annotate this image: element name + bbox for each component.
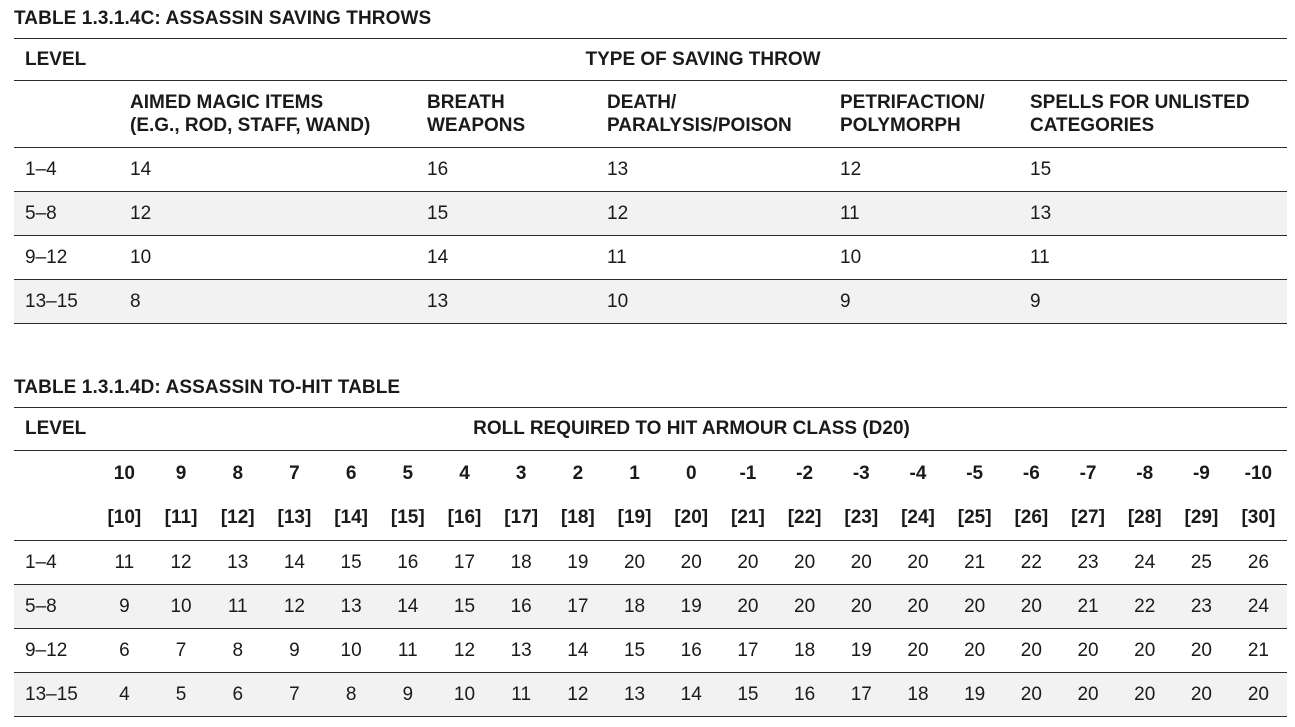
saving-throws-table <box>14 38 1287 324</box>
roll-required-value: 20 <box>776 585 833 629</box>
saving-throw-value: 15 <box>1019 148 1287 192</box>
level-cell: 1–4 <box>14 541 96 585</box>
saving-throw-value: 14 <box>119 148 416 192</box>
saving-throw-value: 11 <box>596 236 829 280</box>
roll-required-value: 13 <box>606 673 663 717</box>
saving-throw-row <box>14 236 1287 280</box>
to-hit-row <box>14 585 1287 629</box>
saving-throws-caption: TABLE 1.3.1.4C: ASSASSIN SAVING THROWS <box>14 8 432 29</box>
roll-required-value: 20 <box>720 541 777 585</box>
roll-required-value: 20 <box>890 585 947 629</box>
roll-required-value: 20 <box>1003 629 1060 673</box>
armour-class-header: -4 <box>909 462 927 484</box>
roll-required-value: 20 <box>946 585 1003 629</box>
armour-class-header: -5 <box>966 462 984 484</box>
armour-class-header: -1 <box>739 462 757 484</box>
roll-required-value: 15 <box>436 585 493 629</box>
roll-required-value: 20 <box>606 541 663 585</box>
armour-class-header: 1 <box>629 462 640 484</box>
level-cell: 13–15 <box>14 280 119 324</box>
roll-required-value: 19 <box>946 673 1003 717</box>
roll-required-value: 26 <box>1230 541 1287 585</box>
roll-required-value: 11 <box>96 541 153 585</box>
ascending-armour-class-header: [21] <box>720 497 777 541</box>
saving-throw-value: 13 <box>416 280 596 324</box>
ascending-armour-class-header: [19] <box>606 497 663 541</box>
roll-required-value: 8 <box>209 629 266 673</box>
ascending-armour-class-header: [10] <box>96 497 153 541</box>
armour-class-header: 3 <box>515 462 527 484</box>
saving-throw-value: 12 <box>829 148 1019 192</box>
roll-required-value: 9 <box>266 629 323 673</box>
roll-required-value: 20 <box>1003 585 1060 629</box>
saving-throw-value: 10 <box>829 236 1019 280</box>
armour-class-header: 8 <box>232 462 244 484</box>
column-header-aimed-magic-items: AIMED MAGIC ITEMS (E.G., ROD, STAFF, WAND) <box>119 81 416 148</box>
roll-required-value: 6 <box>96 629 153 673</box>
roll-required-value: 25 <box>1173 541 1230 585</box>
roll-required-value: 22 <box>1003 541 1060 585</box>
armour-class-header: 4 <box>459 462 470 484</box>
roll-required-value: 11 <box>493 673 550 717</box>
roll-required-value: 12 <box>153 541 210 585</box>
level-cell: 9–12 <box>14 629 96 673</box>
roll-required-value: 12 <box>266 585 323 629</box>
saving-throw-row <box>14 148 1287 192</box>
level-subheader-empty <box>14 81 119 148</box>
saving-throw-value: 9 <box>1019 280 1287 324</box>
roll-required-value: 12 <box>436 629 493 673</box>
roll-required-value: 15 <box>720 673 777 717</box>
roll-required-value: 10 <box>436 673 493 717</box>
ascending-armour-class-header: [26] <box>1003 497 1060 541</box>
roll-required-value: 13 <box>493 629 550 673</box>
ascending-armour-class-header: [20] <box>663 497 720 541</box>
roll-required-value: 19 <box>833 629 890 673</box>
armour-class-header: -6 <box>1022 462 1040 484</box>
roll-required-value: 20 <box>1230 673 1287 717</box>
ascending-armour-class-header: [22] <box>776 497 833 541</box>
roll-required-value: 11 <box>209 585 266 629</box>
roll-required-value: 13 <box>209 541 266 585</box>
roll-required-value: 24 <box>1230 585 1287 629</box>
ascending-armour-class-header: [25] <box>946 497 1003 541</box>
ascending-armour-class-header: [15] <box>379 497 436 541</box>
roll-required-value: 20 <box>833 541 890 585</box>
roll-required-value: 17 <box>436 541 493 585</box>
roll-required-value: 19 <box>550 541 607 585</box>
roll-required-value: 9 <box>96 585 153 629</box>
column-header-death-paralysis-poison: DEATH/ PARALYSIS/POISON <box>596 81 829 148</box>
roll-required-value: 16 <box>776 673 833 717</box>
armour-class-header: -2 <box>796 462 814 484</box>
ascending-armour-class-header: [24] <box>890 497 947 541</box>
roll-required-value: 21 <box>1060 585 1117 629</box>
ascending-armour-class-header: [11] <box>153 497 210 541</box>
armour-class-header: 5 <box>402 462 414 484</box>
roll-required-value: 20 <box>833 585 890 629</box>
ascending-armour-class-header: [30] <box>1230 497 1287 541</box>
roll-required-value: 11 <box>379 629 436 673</box>
roll-required-value: 8 <box>323 673 380 717</box>
roll-required-value: 21 <box>1230 629 1287 673</box>
roll-required-value: 4 <box>96 673 153 717</box>
saving-throw-value: 10 <box>119 236 416 280</box>
armour-class-header: -8 <box>1136 462 1154 484</box>
saving-throw-value: 15 <box>416 192 596 236</box>
roll-required-value: 20 <box>1003 673 1060 717</box>
roll-required-value: 14 <box>266 541 323 585</box>
armour-class-header: 9 <box>175 462 187 484</box>
roll-required-value: 18 <box>606 585 663 629</box>
to-hit-row <box>14 673 1287 717</box>
to-hit-row <box>14 629 1287 673</box>
saving-throw-value: 11 <box>829 192 1019 236</box>
armour-class-header: -7 <box>1079 462 1097 484</box>
armour-class-header: 6 <box>345 462 357 484</box>
roll-required-value: 14 <box>550 629 607 673</box>
roll-required-value: 12 <box>550 673 607 717</box>
roll-required-value: 20 <box>1116 673 1173 717</box>
armour-class-header: 0 <box>685 462 697 484</box>
armour-class-header: -9 <box>1192 462 1210 484</box>
armour-class-header: -10 <box>1244 462 1273 484</box>
ascending-armour-class-header: [12] <box>209 497 266 541</box>
roll-required-value: 15 <box>606 629 663 673</box>
saving-throw-value: 13 <box>596 148 829 192</box>
column-header-spells: SPELLS FOR UNLISTED CATEGORIES <box>1019 81 1287 148</box>
roll-required-value: 15 <box>323 541 380 585</box>
roll-required-value: 19 <box>663 585 720 629</box>
to-hit-table <box>14 407 1287 717</box>
saving-throw-value: 12 <box>596 192 829 236</box>
roll-required-value: 20 <box>663 541 720 585</box>
saving-throw-value: 11 <box>1019 236 1287 280</box>
roll-required-value: 22 <box>1116 585 1173 629</box>
roll-required-value: 20 <box>1173 629 1230 673</box>
saving-throw-value: 9 <box>829 280 1019 324</box>
roll-required-value: 17 <box>833 673 890 717</box>
roll-required-value: 20 <box>1060 673 1117 717</box>
to-hit-row <box>14 541 1287 585</box>
roll-required-value: 6 <box>209 673 266 717</box>
saving-throw-value: 13 <box>1019 192 1287 236</box>
roll-required-value: 16 <box>663 629 720 673</box>
roll-required-value: 7 <box>266 673 323 717</box>
armour-class-header: 10 <box>113 462 135 484</box>
level-cell: 9–12 <box>14 236 119 280</box>
roll-required-value: 10 <box>153 585 210 629</box>
level-cell: 5–8 <box>14 585 96 629</box>
ascending-armour-class-header: [28] <box>1116 497 1173 541</box>
armour-class-header: -3 <box>852 462 870 484</box>
saving-throw-value: 14 <box>416 236 596 280</box>
roll-required-value: 20 <box>946 629 1003 673</box>
roll-required-value: 17 <box>720 629 777 673</box>
armour-class-header: 7 <box>289 462 300 484</box>
ascending-armour-class-header: [14] <box>323 497 380 541</box>
column-header-breath-weapons: BREATH WEAPONS <box>416 81 596 148</box>
column-header-petrifaction-polymorph: PETRIFACTION/ POLYMORPH <box>829 81 1019 148</box>
saving-throw-value: 12 <box>119 192 416 236</box>
level-cell: 13–15 <box>14 673 96 717</box>
roll-required-value: 18 <box>890 673 947 717</box>
ascending-armour-class-header: [13] <box>266 497 323 541</box>
saving-throw-value: 8 <box>119 280 416 324</box>
roll-required-value: 10 <box>323 629 380 673</box>
saving-throw-value: 16 <box>416 148 596 192</box>
roll-required-value: 20 <box>1116 629 1173 673</box>
roll-required-value: 20 <box>776 541 833 585</box>
ascending-armour-class-header: [27] <box>1060 497 1117 541</box>
level-header: LEVEL <box>14 39 119 81</box>
ascending-armour-class-header: [18] <box>550 497 607 541</box>
level-header: LEVEL <box>14 408 96 451</box>
roll-required-value: 16 <box>379 541 436 585</box>
armour-class-header: 2 <box>572 462 584 484</box>
roll-required-value: 13 <box>323 585 380 629</box>
roll-required-value: 23 <box>1060 541 1117 585</box>
roll-required-value: 20 <box>890 629 947 673</box>
saving-throw-value: 10 <box>596 280 829 324</box>
roll-required-value: 7 <box>153 629 210 673</box>
ac-alt-header-empty <box>14 497 96 541</box>
roll-required-value: 5 <box>153 673 210 717</box>
level-cell: 5–8 <box>14 192 119 236</box>
roll-required-value: 20 <box>890 541 947 585</box>
ascending-armour-class-header: [16] <box>436 497 493 541</box>
roll-required-header: ROLL REQUIRED TO HIT ARMOUR CLASS (D20) <box>96 408 1287 451</box>
roll-required-value: 20 <box>720 585 777 629</box>
roll-required-value: 24 <box>1116 541 1173 585</box>
roll-required-value: 9 <box>379 673 436 717</box>
saving-throw-row <box>14 280 1287 324</box>
ascending-armour-class-header: [17] <box>493 497 550 541</box>
roll-required-value: 18 <box>776 629 833 673</box>
roll-required-value: 20 <box>1060 629 1117 673</box>
ascending-armour-class-header: [29] <box>1173 497 1230 541</box>
level-cell: 1–4 <box>14 148 119 192</box>
roll-required-value: 17 <box>550 585 607 629</box>
saving-throw-type-header: TYPE OF SAVING THROW <box>119 39 1287 81</box>
roll-required-value: 16 <box>493 585 550 629</box>
roll-required-value: 20 <box>1173 673 1230 717</box>
ascending-armour-class-header: [23] <box>833 497 890 541</box>
roll-required-value: 21 <box>946 541 1003 585</box>
roll-required-value: 23 <box>1173 585 1230 629</box>
to-hit-caption: TABLE 1.3.1.4D: ASSASSIN TO-HIT TABLE <box>14 377 401 398</box>
roll-required-value: 14 <box>663 673 720 717</box>
ac-header-empty <box>14 451 96 497</box>
roll-required-value: 14 <box>379 585 436 629</box>
roll-required-value: 18 <box>493 541 550 585</box>
saving-throw-row <box>14 192 1287 236</box>
